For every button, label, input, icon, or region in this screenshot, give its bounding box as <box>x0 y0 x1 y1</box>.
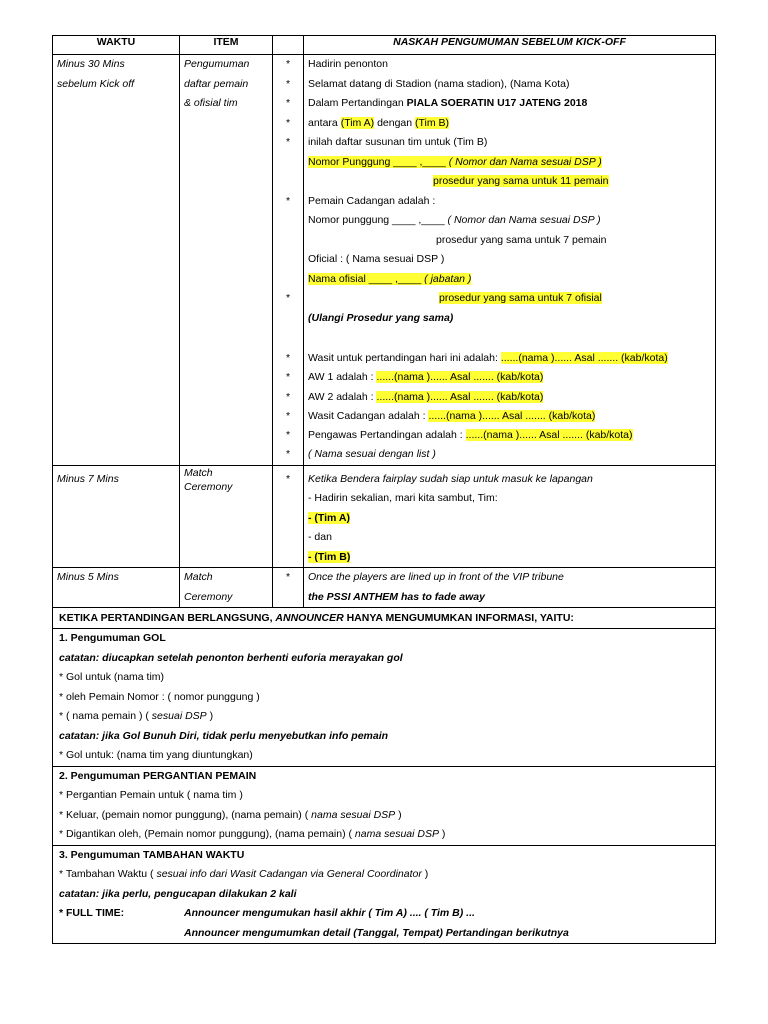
script-cell: Once the players are lined up in front of the VIP tribune the PSSI ANTHEM has to fade away <box>304 568 716 608</box>
header-waktu: WAKTU <box>53 36 180 55</box>
script-cell: Hadirin penonton Selamat datang di Stadion (nama stadion), (Nama Kota) Dalam Pertandingan PIALA SOERATIN U17 JATENG 2018 antara (Tim A) dengan (Tim B) inilah daftar susunan tim untuk (Tim B) Nomor Punggung ____ ,____ ( Nomor dan Nama sesuai DSP ) prosedur yang sama untuk 11 pemain Pemain Cadangan adalah : Nomor punggung ____ ,____ ( Nomor dan Nama sesuai DSP ) prosedur yang sama untuk 7 pemain Oficial : ( Nama sesuai DSP ) Nama ofisial ____ ,____ ( jabatan ) prosedur yang sama untuk 7 ofisial (Ulangi Prosedur yang sama) Wasit untuk pertandingan hari ini adalah: ......(nama )...... Asal ....... (kab/kota) AW 1 adalah : ......(nama )...... Asal ....... (kab/kota) AW 2 adalah : ......(nama )...... Asal ....... (kab/kota) Wasit Cadangan adalah : ......(nama )...... Asal ....... (kab/kota) Pengawas Pertandingan adalah : ......(nama )...... Asal ....... (kab/kota) ( Nama sesuai dengan list ) <box>304 55 716 466</box>
announcement-table <box>52 35 716 944</box>
header-item: ITEM <box>180 36 273 55</box>
table-row <box>53 465 716 568</box>
time-cell: Minus 7 Mins <box>53 465 180 568</box>
table-row <box>53 55 716 466</box>
section-pergantian: 2. Pengumuman PERGANTIAN PEMAIN * Pergantian Pemain untuk ( nama tim ) * Keluar, (pemain nomor punggung), (nama pemain) ( nama sesuai DSP ) * Digantikan oleh, (Pemain nomor punggung), (nama pemain) ( nama sesuai DSP ) <box>53 766 716 845</box>
announcement-document <box>52 35 715 944</box>
bullet-cell: * * * * * * * * * * * * * <box>273 55 304 466</box>
script-cell: Ketika Bendera fairplay sudah siap untuk masuk ke lapangan - Hadirin sekalian, mari kita sambut, Tim: - (Tim A) - dan - (Tim B) <box>304 465 716 568</box>
bullet-cell: * <box>273 465 304 568</box>
table-header-row <box>53 36 716 55</box>
section-gol: 1. Pengumuman GOL catatan: diucapkan setelah penonton berhenti euforia merayakan gol * Gol untuk (nama tim) * oleh Pemain Nomor : ( nomor punggung ) * ( nama pemain ) ( sesuai DSP ) catatan: jika Gol Bunuh Diri, tidak perlu menyebutkan info pemain * Gol untuk: (nama tim yang diuntungkan) <box>53 629 716 767</box>
header-naskah: NASKAH PENGUMUMAN SEBELUM KICK-OFF <box>304 36 716 55</box>
section-header-row: KETIKA PERTANDINGAN BERLANGSUNG, ANNOUNCER HANYA MENGUMUMKAN INFORMASI, YAITU: <box>53 608 716 629</box>
item-cell: Pengumuman daftar pemain & ofisial tim <box>180 55 273 466</box>
table-row <box>53 568 716 608</box>
bullet-cell: * <box>273 568 304 608</box>
section-tambahan-waktu: 3. Pengumuman TAMBAHAN WAKTU * Tambahan Waktu ( sesuai info dari Wasit Cadangan via General Coordinator ) catatan: jika perlu, pengucapan dilakukan 2 kali * FULL TIME: Announcer mengumukan hasil akhir ( Tim A) .... ( Tim B) ... Announcer mengumumkan detail (Tanggal, Tempat) Pertandingan berikutnya <box>53 845 716 944</box>
item-cell: Match Ceremony <box>180 465 273 568</box>
time-cell: Minus 5 Mins <box>53 568 180 608</box>
time-cell: Minus 30 Mins sebelum Kick off <box>53 55 180 466</box>
item-cell: Match Ceremony <box>180 568 273 608</box>
